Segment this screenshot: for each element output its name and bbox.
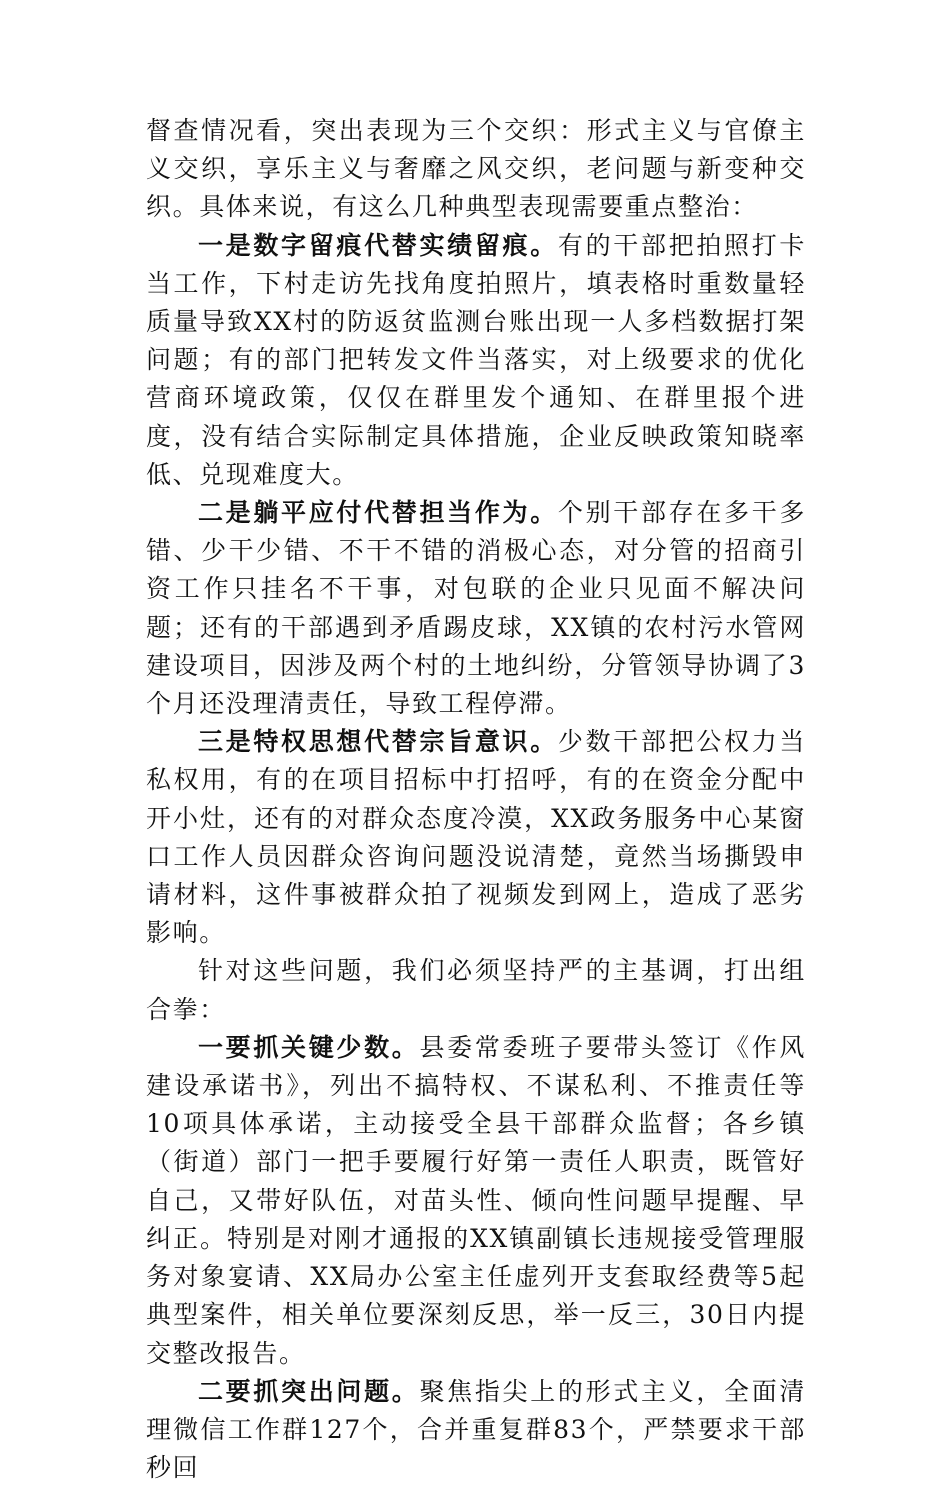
paragraph-1-text: 督查情况看，突出表现为三个交织：形式主义与官僚主义交织，享乐主义与奢靡之风交织，老问题与新变种交织。具体来说，有这么几种典型表现需要重点整治： bbox=[146, 116, 806, 222]
paragraph-2-lead: 一是数字留痕代替实绩留痕。 bbox=[198, 230, 558, 260]
paragraph-4-text: 少数干部把公权力当私权用，有的在项目招标中打招呼，有的在资金分配中开小灶，还有的对群众态度冷漠，XX政务服务中心某窗口工作人员因群众咨询问题没说清楚，竟然当场撕毁申请材料，这件事被群众拍了视频发到网上，造成了恶劣影响。 bbox=[146, 727, 806, 948]
paragraph-2-text: 有的干部把拍照打卡当工作，下村走访先找角度拍照片，填表格时重数量轻质量导致XX村的防返贫监测台账出现一人多档数据打架问题；有的部门把转发文件当落实，对上级要求的优化营商环境政策，仅仅在群里发个通知、在群里报个进度，没有结合实际制定具体措施，企业反映政策知晓率低、兑现难度大。 bbox=[146, 230, 806, 489]
paragraph-5 bbox=[146, 952, 806, 1028]
paragraph-3-text: 个别干部存在多干多错、少干少错、不干不错的消极心态，对分管的招商引资工作只挂名不干事，对包联的企业只见面不解决问题；还有的干部遇到矛盾踢皮球，XX镇的农村污水管网建设项目，因涉及两个村的土地纠纷，分管领导协调了3个月还没理清责任，导致工程停滞。 bbox=[146, 498, 806, 719]
paragraph-2 bbox=[146, 227, 806, 494]
paragraph-6-text: 县委常委班子要带头签订《作风建设承诺书》，列出不搞特权、不谋私利、不推责任等10项具体承诺，主动接受全县干部群众监督；各乡镇（街道）部门一把手要履行好第一责任人职责，既管好自己，又带好队伍，对苗头性、倾向性问题早提醒、早纠正。特别是对刚才通报的XX镇副镇长违规接受管理服务对象宴请、XX局办公室主任虚列开支套取经费等5起典型案件，相关单位要深刻反思，举一反三，30日内提交整改报告。 bbox=[146, 1032, 806, 1368]
document-body bbox=[146, 112, 806, 1487]
paragraph-6 bbox=[146, 1029, 806, 1373]
paragraph-5-text: 针对这些问题，我们必须坚持严的主基调，打出组合拳： bbox=[146, 956, 806, 1024]
paragraph-7-lead: 二要抓突出问题。 bbox=[198, 1376, 420, 1406]
paragraph-7-text: 聚焦指尖上的形式主义，全面清理微信工作群127个，合并重复群83个，严禁要求干部秒回 bbox=[146, 1376, 806, 1483]
paragraph-3-lead: 二是躺平应付代替担当作为。 bbox=[198, 498, 558, 528]
paragraph-3 bbox=[146, 494, 806, 723]
paragraph-6-lead: 一要抓关键少数。 bbox=[198, 1032, 420, 1062]
paragraph-4-lead: 三是特权思想代替宗旨意识。 bbox=[198, 727, 558, 757]
paragraph-4 bbox=[146, 723, 806, 952]
paragraph-7 bbox=[146, 1373, 806, 1487]
paragraph-1 bbox=[146, 112, 806, 227]
